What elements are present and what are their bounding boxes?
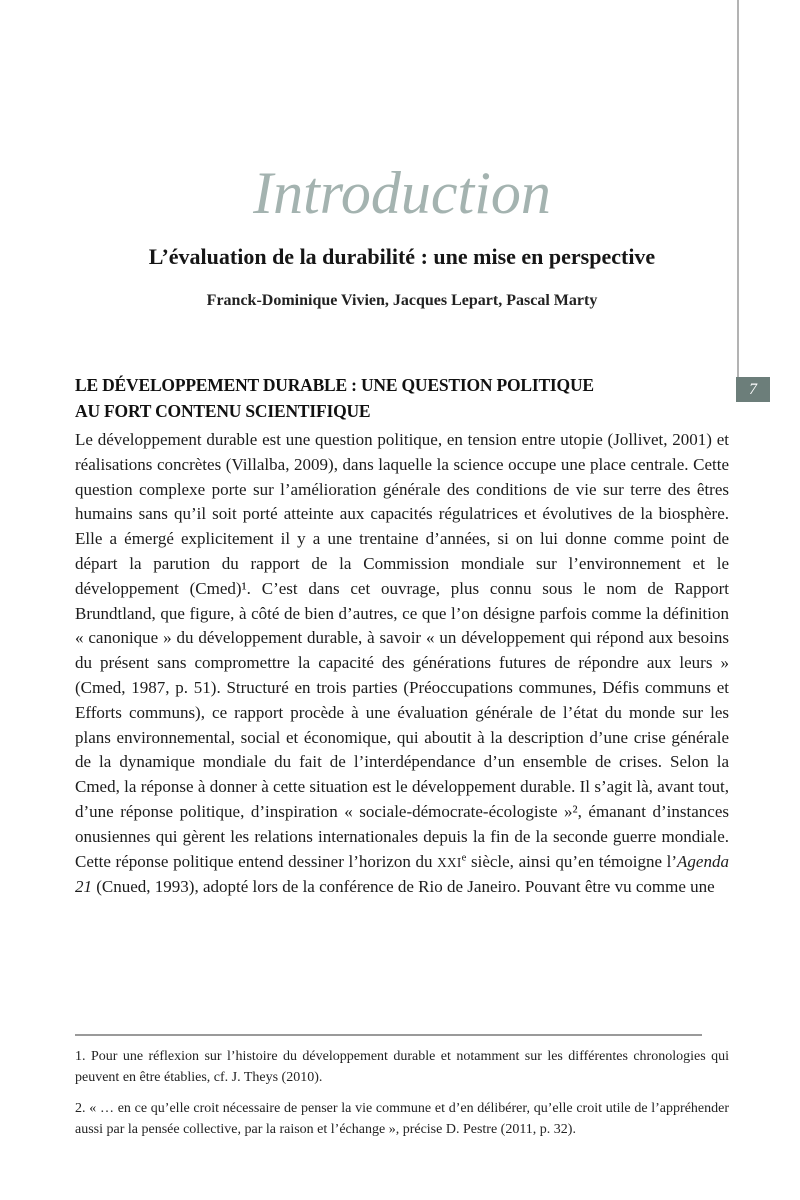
- footnote-2: 2. « … en ce qu’elle croit nécessaire de penser la vie commune et d’en délibérer, qu’elle croit utile de l’appréhender aussi par la pensée collective, par la raison et l’échange », précise D. Pestre (2011, p. 32).: [75, 1101, 729, 1137]
- body-text-smallcaps-century: XXI: [437, 854, 462, 870]
- body-paragraph: [75, 428, 729, 900]
- page-number-badge: [736, 377, 770, 402]
- body-text-superscript-e: e: [461, 851, 467, 863]
- footnote-1: 1. Pour une réflexion sur l’histoire du développement durable et notamment sur les différentes chronologies qui peuvent en être établies, cf. J. Theys (2010).: [75, 1049, 729, 1085]
- chapter-subtitle: L’évaluation de la durabilité : une mise en perspective: [148, 244, 656, 269]
- authors-line: Franck-Dominique Vivien, Jacques Lepart, Pascal Marty: [206, 292, 598, 309]
- body-text-end: (Cnued, 1993), adopté lors de la conférence de Rio de Janeiro. Pouvant être vu comme une: [92, 877, 715, 897]
- chapter-title: Introduction: [253, 160, 551, 226]
- section-heading-line2: AU FORT CONTENU SCIENTIFIQUE: [75, 401, 371, 421]
- footnotes-block: [75, 1047, 729, 1151]
- section-heading: [75, 372, 675, 424]
- body-text-continuation: siècle, ainsi qu’en témoigne l’: [466, 851, 678, 871]
- footnote-separator: [75, 1034, 702, 1036]
- body-text-italic-agenda21: Agenda 21: [75, 851, 729, 897]
- margin-rule: [737, 0, 739, 377]
- section-heading-line1: LE DÉVELOPPEMENT DURABLE : UNE QUESTION POLITIQUE: [75, 375, 594, 395]
- body-text-main: Le développement durable est une question politique, en tension entre utopie (Jollivet, 2001) et réalisations concrètes (Villalba, 2009), dans laquelle la science occupe une place centrale. Cette question complexe porte sur l’amélioration générale des conditions de vie sur terre des êtres humains sans qu’il soit porté atteinte aux capacités régulatrices et évolutives de la biosphère. Elle a émergé explicitement il y a une trentaine d’années, si on lui donne comme point de départ la parution du rapport de la Commission mondiale sur l’environnement et le développement (Cmed)¹. C’est dans cet ouvrage, plus connu sous le nom de Rapport Brundtland, que figure, à côté de bien d’autres, ce que l’on désigne parfois comme la définition « canonique » du développement durable, à savoir « un développement qui répond aux besoins du présent sans compromettre la capacité des générations futures de répondre aux leurs » (Cmed, 1987, p. 51). Structuré en trois parties (Préoccupations communes, Défis communs et Efforts communs), ce rapport procède à une évaluation générale de l’état du monde sur les plans environnemental, social et économique, qui aboutit à la description d’une crise générale de la dynamique mondiale du fait de l’interdépendance d’un ensemble de crises. Selon la Cmed, la réponse à donner à cette situation est le développement durable. Il s’agit là, avant tout, d’une réponse politique, d’inspiration « sociale-démocrate-écologiste »², émanant d’instances onusiennes qui gèrent les relations internationales depuis la fin de la seconde guerre mondiale. Cette réponse politique entend dessiner l’horizon du: [75, 430, 729, 871]
- page-number: 7: [749, 380, 757, 398]
